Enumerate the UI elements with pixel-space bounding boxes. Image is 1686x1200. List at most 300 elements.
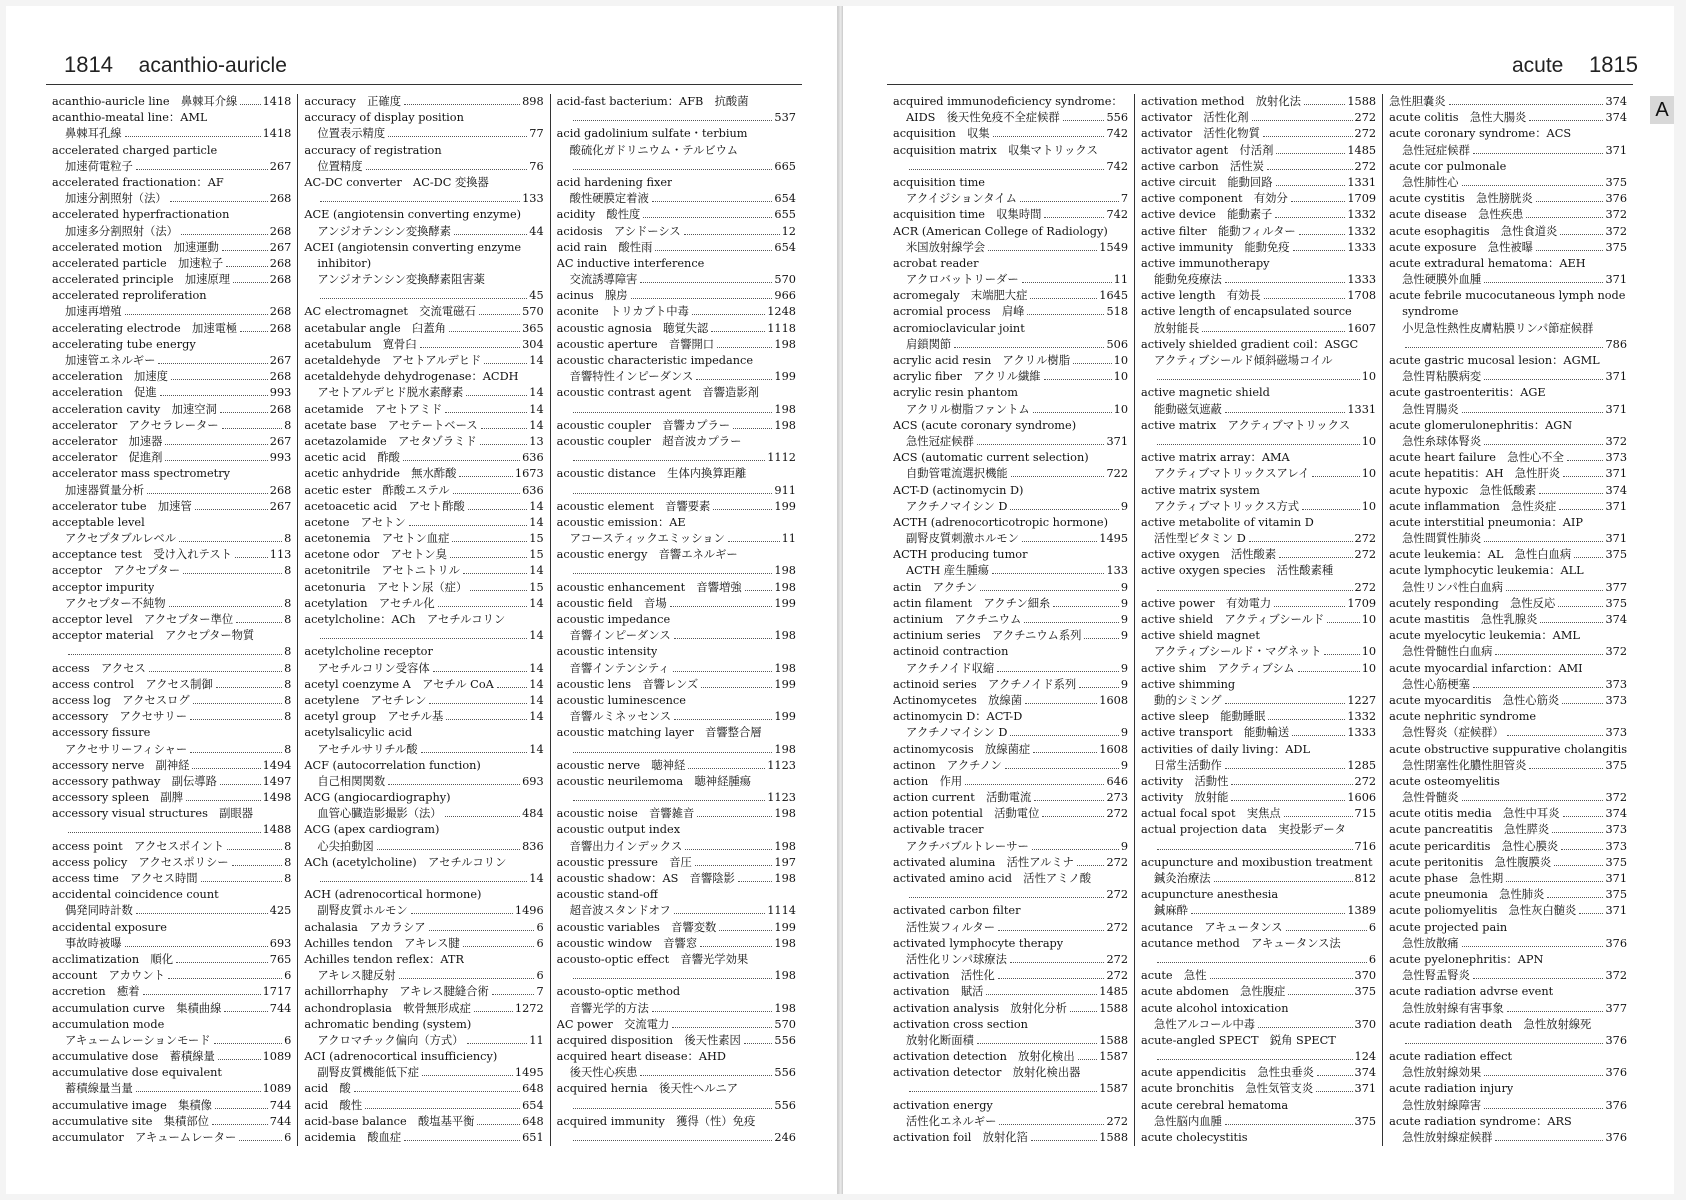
dot-leader — [354, 1091, 520, 1092]
entry-line — [557, 94, 796, 110]
dot-leader — [147, 493, 268, 494]
dot-leader — [201, 881, 283, 882]
entry-page-ref: 556 — [1106, 111, 1129, 125]
entry-line — [893, 450, 1128, 466]
dictionary-entry — [893, 693, 1128, 709]
entry-line — [1141, 855, 1376, 871]
dictionary-entry — [1389, 483, 1627, 499]
entry-page-ref: 371 — [1605, 402, 1628, 416]
entry-line — [893, 677, 1128, 693]
dictionary-entry — [304, 758, 543, 790]
entry-line — [893, 742, 1128, 758]
dot-leader — [136, 913, 268, 914]
entry-page-ref: 1709 — [1347, 596, 1377, 610]
entry-line — [557, 709, 796, 725]
entry-line — [52, 483, 291, 499]
entry-page-ref: 14 — [529, 515, 544, 529]
right-column-1 — [887, 94, 1134, 1146]
entry-headword: activation 活性化 — [893, 969, 995, 983]
dot-leader — [1225, 768, 1346, 769]
dictionary-entry — [52, 321, 291, 337]
dictionary-entry — [1141, 790, 1376, 806]
dictionary-entry — [52, 466, 291, 498]
dot-leader — [573, 1140, 773, 1141]
dictionary-entry — [893, 644, 1128, 676]
entry-headword: accelerator 加速器 — [52, 434, 163, 448]
entry-line — [1141, 547, 1376, 563]
dot-leader — [1327, 622, 1360, 623]
entry-headword: ACE (angiotensin converting enzyme) — [304, 208, 522, 222]
dictionary-entry — [557, 580, 796, 596]
dot-leader — [909, 897, 1104, 898]
entry-line — [893, 628, 1128, 644]
entry-translation: 蓄積線量当量 — [65, 1082, 133, 1096]
dot-leader — [1249, 541, 1353, 542]
entry-translation: 動的シミング — [1154, 693, 1222, 707]
dot-leader — [1552, 832, 1603, 833]
dot-leader — [1484, 379, 1603, 380]
dot-leader — [1073, 363, 1112, 364]
entry-translation: 音響特性インピーダンス — [569, 370, 694, 384]
entry-line — [1141, 661, 1376, 677]
dot-leader — [445, 816, 520, 817]
entry-line — [893, 224, 1128, 240]
dot-leader — [652, 201, 773, 202]
entry-page-ref: 133 — [522, 192, 544, 206]
entry-translation: 肩鎖関節 — [906, 337, 952, 351]
entry-headword: acute radiation injury — [1389, 1082, 1514, 1096]
dictionary-entry — [1389, 984, 1627, 1016]
entry-line — [304, 871, 543, 887]
dot-leader — [1225, 1124, 1353, 1125]
dictionary-entry — [557, 418, 796, 434]
entry-translation: 急性腎炎（症候群） — [1402, 726, 1504, 740]
dictionary-entry — [52, 612, 291, 628]
entry-line — [1141, 596, 1376, 612]
dictionary-entry — [1389, 871, 1627, 887]
entry-headword: acetylcholine receptor — [304, 645, 433, 659]
entry-headword: acute glomerulonephritis：AGN — [1389, 418, 1573, 432]
entry-headword: acromial process 肩峰 — [893, 305, 1025, 319]
dot-leader — [1264, 298, 1346, 299]
entry-line — [893, 822, 1128, 838]
entry-page-ref: 993 — [269, 451, 292, 465]
dictionary-entry — [893, 1065, 1128, 1097]
entry-line — [1141, 839, 1376, 855]
dot-leader — [909, 1091, 1097, 1092]
dictionary-entry — [893, 304, 1128, 320]
entry-line — [52, 466, 291, 482]
entry-headword: acquired hernia 後天性ヘルニア — [556, 1082, 739, 1096]
dot-leader — [220, 412, 268, 413]
entry-page-ref: 373 — [1605, 693, 1628, 707]
dictionary-entry — [1141, 515, 1376, 547]
entry-page-ref: 376 — [1605, 1131, 1628, 1144]
dot-leader — [481, 428, 528, 429]
entry-line — [893, 434, 1128, 450]
entry-line — [893, 871, 1128, 887]
entry-line — [52, 920, 291, 936]
dictionary-entry — [1389, 709, 1627, 741]
entry-line — [52, 580, 291, 596]
entry-headword: acrobat reader — [893, 256, 979, 270]
entry-headword: acute radiation advrse event — [1389, 985, 1554, 999]
entry-page-ref: 966 — [774, 289, 796, 303]
entry-page-ref: 374 — [1605, 95, 1628, 108]
entry-page-ref: 1248 — [767, 305, 796, 319]
entry-page-ref: 371 — [1605, 143, 1628, 157]
entry-page-ref: 198 — [774, 936, 796, 950]
entry-headword: acute myocardial infarction：AMI — [1389, 661, 1583, 675]
entry-line — [557, 304, 796, 320]
entry-page-ref: 374 — [1605, 807, 1628, 821]
dictionary-entry — [893, 1017, 1128, 1049]
entry-headword: acutance アキュータンス — [1141, 920, 1283, 934]
dictionary-entry — [557, 774, 796, 806]
entry-headword: acousto-optic effect 音響光学効果 — [556, 952, 749, 966]
entry-headword: acid rain 酸性雨 — [556, 240, 653, 254]
entry-page-ref: 198 — [774, 839, 796, 853]
entry-page-ref: 10 — [1113, 370, 1129, 384]
entry-line — [1389, 418, 1627, 434]
entry-page-ref: 373 — [1605, 726, 1628, 740]
dictionary-entry — [304, 1049, 543, 1081]
entry-translation: 超音波スタンドオフ — [569, 904, 671, 918]
thumb-index-tab[interactable]: A — [1650, 96, 1674, 124]
entry-line — [52, 191, 291, 207]
entry-page-ref: 272 — [1106, 855, 1129, 869]
entry-line — [52, 94, 291, 110]
entry-headword: acute cholecystitis — [1141, 1131, 1248, 1144]
entry-line — [1389, 936, 1627, 952]
dictionary-entry — [557, 644, 796, 676]
entry-line — [893, 466, 1128, 482]
dot-leader — [1563, 476, 1603, 477]
right-page — [843, 6, 1674, 1194]
entry-translation: 急性間質性肺炎 — [1402, 532, 1482, 546]
dot-leader — [670, 606, 773, 607]
entry-headword: acute gastroenteritis：AGE — [1389, 386, 1546, 400]
entry-line — [304, 159, 543, 175]
dot-leader — [997, 671, 1119, 672]
entry-headword: acoustic distance 生体内換算距離 — [556, 467, 747, 481]
entry-line — [52, 887, 291, 903]
dictionary-entry — [304, 531, 543, 547]
entry-headword: actinoid series アクチノイド系列 — [893, 677, 1077, 691]
dot-leader — [1044, 379, 1112, 380]
dot-leader — [1157, 590, 1352, 591]
entry-translation: 鼻棘耳孔線 — [65, 127, 122, 141]
entry-line — [1389, 126, 1627, 142]
entry-headword: activation energy — [893, 1098, 993, 1112]
entry-headword: acoustic intensity — [556, 645, 658, 659]
entry-page-ref: 1488 — [262, 823, 292, 837]
dictionary-entry — [557, 385, 796, 417]
entry-page-ref: 8 — [284, 710, 292, 724]
entry-line — [1389, 256, 1627, 272]
entry-headword: accelerated particle 加速粒子 — [52, 256, 224, 270]
dot-leader — [1484, 541, 1603, 542]
entry-headword: Achilles tendon アキレス腱 — [304, 936, 460, 950]
entry-page-ref: 6 — [536, 936, 544, 950]
entry-headword: acoustic energy 音響エネルギー — [556, 548, 738, 562]
entry-translation: 副腎皮質機能低下症 — [317, 1066, 420, 1080]
entry-page-ref: 375 — [1605, 240, 1628, 254]
entry-headword: acetic ester 酢酸エステル — [304, 483, 450, 497]
entry-headword: accumulator アキュームレーター — [52, 1131, 237, 1144]
entry-page-ref: 374 — [1605, 483, 1628, 497]
entry-page-ref: 267 — [269, 354, 292, 367]
dictionary-entry — [304, 175, 543, 207]
entry-translation: アセチルサリチル酸 — [317, 742, 418, 756]
entry-headword: acute extradural hematoma：AEH — [1389, 256, 1586, 270]
dot-leader — [232, 865, 283, 866]
entry-headword: achillorrhaphy アキレス腱縫合術 — [304, 985, 489, 999]
entry-line — [893, 1130, 1128, 1146]
entry-line — [1141, 224, 1376, 240]
dot-leader — [1540, 622, 1603, 623]
dot-leader — [1558, 606, 1603, 607]
dictionary-entry — [893, 628, 1128, 644]
dot-leader — [158, 363, 267, 364]
entry-page-ref: 9 — [1120, 839, 1129, 853]
dictionary-entry — [557, 337, 796, 353]
dictionary-entry — [893, 143, 1128, 175]
entry-line — [1389, 515, 1627, 531]
entry-headword: acoustic characteristic impedance — [556, 354, 754, 367]
entry-line — [1141, 984, 1376, 1000]
entry-translation: 急性肺性心 — [1402, 175, 1459, 189]
entry-translation: アキレス腱反射 — [317, 969, 396, 983]
entry-translation: 位置精度 — [317, 159, 363, 173]
dictionary-entry — [1141, 483, 1376, 515]
entry-page-ref: 198 — [774, 337, 796, 351]
dictionary-entry — [1389, 159, 1627, 191]
entry-translation: 活性型ビタミン D — [1154, 532, 1246, 546]
dot-leader — [1484, 282, 1603, 283]
entry-page-ref: 377 — [1605, 580, 1628, 594]
entry-line — [557, 434, 796, 450]
entry-line — [557, 191, 796, 207]
entry-page-ref: 372 — [1605, 969, 1628, 983]
entry-page-ref: 365 — [522, 321, 544, 335]
dot-leader — [1526, 217, 1603, 218]
entry-translation: 急性アルコール中毒 — [1154, 1017, 1256, 1031]
entry-headword: acute cystitis 急性膀胱炎 — [1389, 192, 1533, 206]
entry-page-ref: 272 — [1106, 1114, 1129, 1128]
entry-headword: activator 活性化剤 — [1141, 111, 1249, 125]
entry-headword: acute pancreatitis 急性膵炎 — [1389, 823, 1550, 837]
dictionary-entry — [52, 175, 291, 207]
entry-headword: acousto-optic method — [556, 985, 681, 999]
dictionary-entry — [52, 515, 291, 547]
dictionary-entry — [557, 207, 796, 223]
dot-leader — [1507, 735, 1604, 736]
entry-headword: acromegaly 末端肥大症 — [893, 289, 1028, 303]
entry-headword: acoustic impedance — [556, 613, 671, 626]
dot-leader — [1449, 104, 1604, 105]
entry-headword: accelerator tube 加速管 — [52, 499, 192, 513]
entry-page-ref: 651 — [522, 1131, 544, 1144]
entry-headword: acetylcholine：ACh アセチルコリン — [304, 613, 506, 626]
entry-line — [1389, 499, 1627, 515]
entry-headword: active immunity 能動免疫 — [1141, 240, 1290, 254]
entry-line — [893, 1065, 1128, 1081]
entry-line — [1141, 612, 1376, 628]
entry-line — [1141, 693, 1376, 709]
dot-leader — [377, 849, 520, 850]
dot-leader — [573, 978, 773, 979]
dictionary-entry — [52, 547, 291, 563]
entry-page-ref: 1588 — [1347, 95, 1377, 108]
entry-headword: acute hypoxic 急性低酸素 — [1389, 483, 1537, 497]
entry-line — [304, 725, 543, 741]
dot-leader — [186, 800, 261, 801]
entry-page-ref: 376 — [1605, 1098, 1628, 1112]
entry-line — [557, 1033, 796, 1049]
dot-leader — [1034, 800, 1104, 801]
entry-page-ref: 9 — [1120, 596, 1129, 610]
dot-leader — [1286, 930, 1367, 931]
dictionary-entry — [304, 143, 543, 175]
dot-leader — [463, 573, 527, 574]
entry-translation: 米国放射線学会 — [906, 240, 986, 254]
entry-headword: acoustic lens 音響レンズ — [556, 677, 699, 691]
entry-page-ref: 1709 — [1347, 192, 1377, 206]
entry-page-ref: 506 — [1106, 337, 1129, 351]
entry-line — [893, 887, 1128, 903]
entry-headword: accessory visual structures 副眼器 — [52, 807, 254, 821]
entry-line — [1141, 1065, 1376, 1081]
entry-line — [52, 418, 291, 434]
entry-page-ref: 246 — [774, 1131, 796, 1144]
entry-line — [52, 353, 291, 369]
entry-line — [893, 984, 1128, 1000]
dot-leader — [1011, 476, 1105, 477]
entry-line — [304, 758, 543, 774]
entry-line — [557, 644, 796, 660]
entry-line — [1141, 337, 1376, 353]
entry-line — [893, 483, 1128, 499]
entry-page-ref: 11 — [529, 1033, 544, 1047]
entry-line — [893, 143, 1128, 159]
entry-line — [1389, 288, 1627, 304]
entry-page-ref: 45 — [529, 289, 544, 303]
entry-line — [893, 531, 1128, 547]
dictionary-entry — [304, 515, 543, 531]
entry-line — [304, 337, 543, 353]
entry-line — [893, 175, 1128, 191]
entry-page-ref: 556 — [774, 1033, 796, 1047]
entry-headword: acrylic acid resin アクリル樹脂 — [893, 354, 1070, 367]
entry-headword: acute mastitis 急性乳腺炎 — [1389, 613, 1538, 626]
entry-line — [304, 709, 543, 725]
entry-page-ref: 272 — [1106, 807, 1129, 821]
entry-line — [893, 418, 1128, 434]
entry-line — [557, 920, 796, 936]
entry-headword: accumulative image 集積像 — [52, 1098, 212, 1112]
entry-page-ref: 373 — [1605, 839, 1628, 853]
entry-headword: acute heart failure 急性心不全 — [1389, 451, 1564, 465]
entry-translation: 急性リンパ性白血病 — [1402, 580, 1503, 594]
dictionary-entry — [893, 321, 1128, 353]
entry-translation: 急性心筋梗塞 — [1402, 677, 1470, 691]
entry-translation: 急性腎盂腎炎 — [1402, 969, 1470, 983]
entry-headword: accelerating tube energy — [52, 337, 196, 351]
entry-headword: acute lymphocytic leukemia：ALL — [1389, 564, 1584, 578]
dot-leader — [463, 946, 535, 947]
entry-headword: active shim アクティブシム — [1141, 661, 1295, 675]
dot-leader — [697, 816, 772, 817]
entry-line — [557, 790, 796, 806]
dictionary-entry — [1141, 1001, 1376, 1033]
entry-page-ref: 1123 — [767, 758, 796, 772]
dictionary-entry — [304, 369, 543, 401]
entry-line — [1141, 531, 1376, 547]
dictionary-entry — [1141, 450, 1376, 482]
entry-line — [1141, 272, 1376, 288]
dot-leader — [700, 946, 772, 947]
entry-line — [893, 353, 1128, 369]
entry-page-ref: 484 — [522, 807, 544, 821]
dot-leader — [320, 298, 527, 299]
entry-headword: activator 活性化物質 — [1141, 127, 1260, 141]
dictionary-entry — [52, 725, 291, 757]
dot-leader — [193, 703, 282, 704]
right-column-2 — [1134, 94, 1382, 1146]
entry-page-ref: 556 — [774, 1098, 796, 1112]
dot-leader — [745, 590, 773, 591]
entry-headword: acidemia 酸血症 — [304, 1131, 402, 1144]
dictionary-entry — [557, 887, 796, 919]
dot-leader — [1033, 752, 1097, 753]
entry-page-ref: 8 — [284, 613, 292, 626]
dot-leader — [1053, 606, 1119, 607]
dot-leader — [404, 1140, 520, 1141]
entry-page-ref: 11 — [781, 532, 796, 546]
entry-line — [1141, 1130, 1376, 1146]
entry-translation: アンジオテンシン変換酵素阻害薬 — [317, 273, 485, 287]
dictionary-entry — [304, 936, 543, 952]
dot-leader — [190, 719, 282, 720]
entry-headword: activity 活動性 — [1141, 774, 1229, 788]
entry-line — [52, 790, 291, 806]
entry-line — [304, 369, 543, 385]
dictionary-entry — [1141, 887, 1376, 919]
dictionary-entry — [52, 110, 291, 142]
entry-headword: acquisition time 収集時間 — [893, 208, 1042, 222]
dot-leader — [320, 638, 527, 639]
entry-line — [1389, 94, 1627, 110]
entry-line — [304, 984, 543, 1000]
entry-headword: acupuncture and moxibustion treatment — [1141, 855, 1373, 869]
entry-page-ref: 898 — [522, 95, 544, 108]
entry-page-ref: 14 — [529, 742, 544, 756]
left-header-rule — [46, 84, 802, 85]
dot-leader — [1579, 913, 1603, 914]
entry-headword: acute coronary syndrome：ACS — [1389, 127, 1572, 141]
entry-page-ref: 6 — [284, 1033, 292, 1047]
dictionary-entry — [52, 1065, 291, 1097]
entry-line — [52, 1098, 291, 1114]
dictionary-entry — [52, 709, 291, 725]
entry-page-ref: 1285 — [1347, 758, 1377, 772]
entry-line — [557, 321, 796, 337]
entry-line — [893, 774, 1128, 790]
entry-page-ref: 272 — [1106, 920, 1129, 934]
dot-leader — [1304, 104, 1345, 105]
entry-line — [1141, 822, 1376, 838]
